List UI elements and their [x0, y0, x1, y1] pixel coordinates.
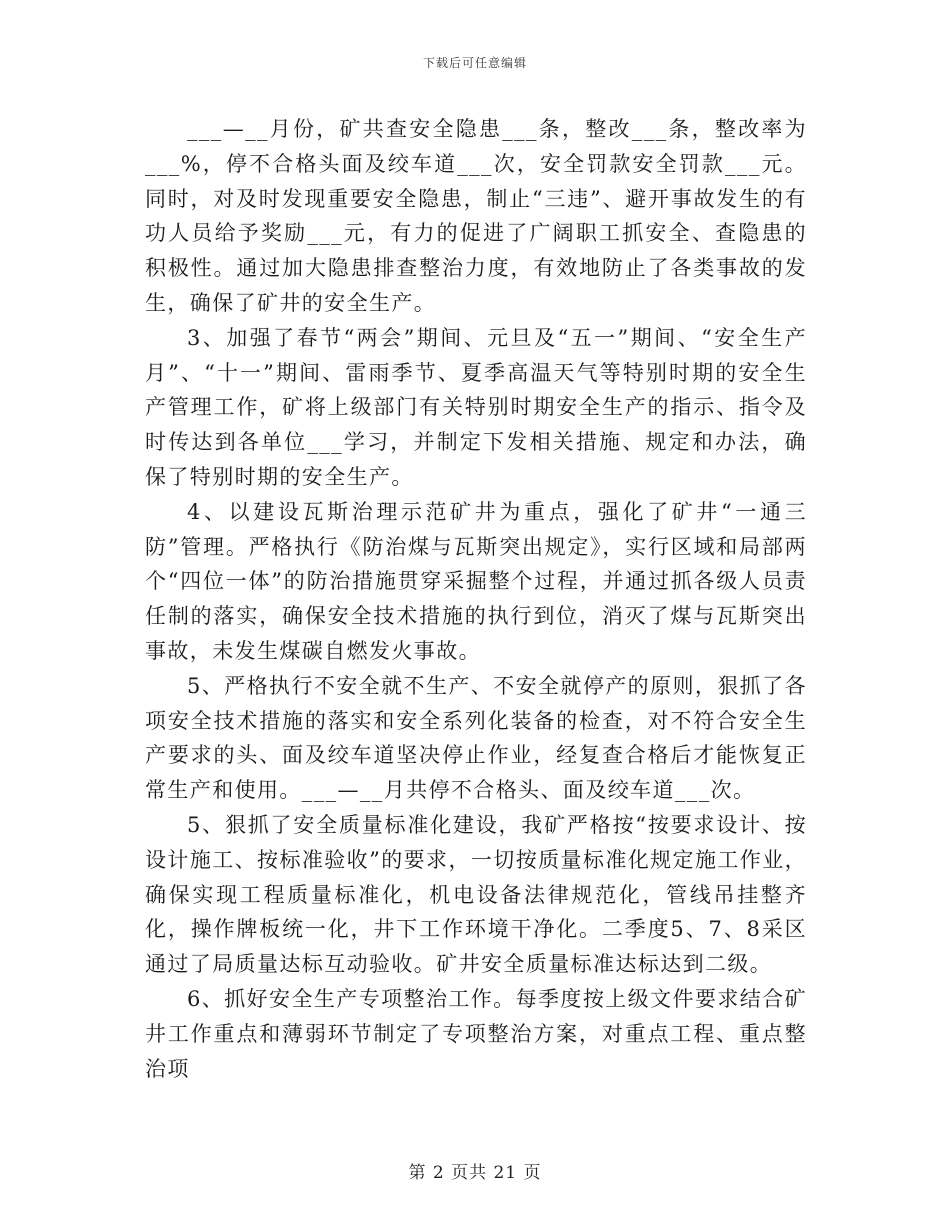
- paragraph-gas-control: 4、以建设瓦斯治理示范矿井为重点，强化了矿井“一通三防”管理。严格执行《防治煤与瓦斯突出规定》，实行区域和局部两个“四位一体”的防治措施贯穿采掘整个过程，并通过抓各级人员责任制的落实，确保安全技术措施的执行到位，消灭了煤与瓦斯突出事故，未发生煤碳自燃发火事故。: [145, 499, 807, 663]
- paragraph-special-periods: 3、加强了春节“两会”期间、元旦及“五一”期间、“安全生产月”、“十一”期间、雷雨季节、夏季高温天气等特别时期的安全生产管理工作，矿将上级部门有关特别时期安全生产的指示、指令及时传达到各单位___学习，并制定下发相关措施、规定和办法，确保了特别时期的安全生产。: [145, 325, 807, 489]
- paragraph-safety-principle: 5、严格执行不安全就不生产、不安全就停产的原则，狠抓了各项安全技术措施的落实和安全系列化装备的检查，对不符合安全生产要求的头、面及绞车道坚决停止作业，经复查合格后才能恢复正常生产和使用。___—__月共停不合格头、面及绞车道___次。: [145, 673, 807, 803]
- paragraph-hazard-stats: ___—__月份，矿共查安全隐患___条，整改___条，整改率为___%，停不合格头面及绞车道___次，安全罚款安全罚款___元。同时，对及时发现重要安全隐患，制止“三违”、避开事故发生的有功人员给予奖励___元，有力的促进了广阔职工抓安全、查隐患的积极性。通过加大隐患排查整治力度，有效地防止了各类事故的发生，确保了矿井的安全生产。: [145, 117, 807, 315]
- paragraph-special-rectification: 6、抓好安全生产专项整治工作。每季度按上级文件要求结合矿井工作重点和薄弱环节制定了专项整治方案，对重点工程、重点整治项: [145, 986, 807, 1081]
- page-header: 下载后可任意编辑: [422, 56, 527, 70]
- paragraph-quality-standard: 5、狠抓了安全质量标准化建设，我矿严格按“按要求设计、按设计施工、按标准验收”的要求，一切按质量标准化规定施工作业，确保实现工程质量标准化，机电设备法律规范化，管线吊挂整齐化，操作牌板统一化，井下工作环境干净化。二季度5、7、8采区通过了局质量达标互动验收。矿井安全质量标准达标达到二级。: [145, 812, 807, 977]
- document-body: [145, 112, 807, 1086]
- page-footer: 第 2 页共 21 页: [408, 1163, 542, 1183]
